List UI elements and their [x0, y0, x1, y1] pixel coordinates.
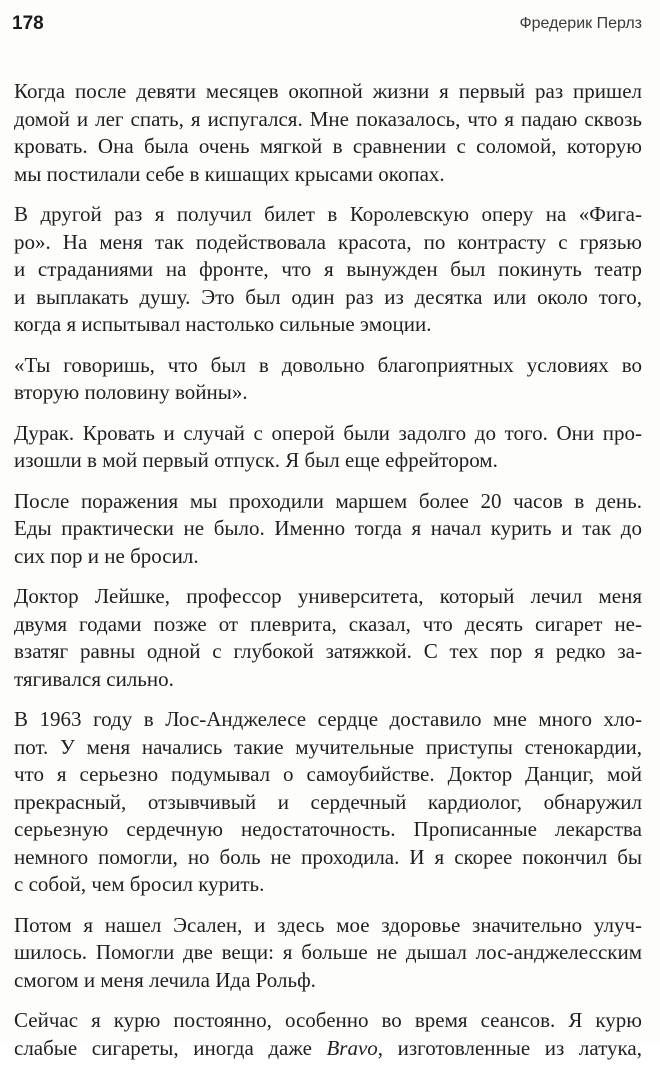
italic-brand-name: Bravo: [326, 1035, 378, 1060]
paragraph-8: [14, 912, 642, 995]
page-number: 178: [12, 13, 44, 34]
text-line: тягивался сильно.: [14, 666, 174, 691]
text-line: кровать. Она была очень мягкой в сравнении с соломой, которую: [14, 134, 642, 158]
paragraph-1: [14, 78, 642, 188]
paragraph-7: [14, 706, 642, 899]
text-line: когда я испытывал настолько сильные эмоции.: [14, 312, 432, 336]
text-line: ро». На меня так подействовала красота, по контрасту с грязью: [14, 229, 642, 254]
text-line: двумя годами позже от плеврита, сказал, что десять сигарет не-: [14, 611, 642, 636]
text-line: «Ты говоришь, что был в довольно благоприятных условиях во: [14, 352, 642, 377]
text-line: прекрасный, отзывчивый и сердечный кардиолог, обнаружил: [14, 789, 642, 814]
text-line: Доктор Лейшке, профессор университета, который лечил меня: [14, 584, 642, 608]
text-line: пот. У меня начались такие мучительные приступы стенокардии,: [14, 734, 642, 759]
text-line: шилось. Помогли две вещи: я больше не дышал лос-анджелесским: [14, 940, 642, 964]
paragraph-9: [14, 1007, 642, 1062]
paragraph-2: [14, 201, 642, 339]
text-line: После поражения мы проходили маршем более 20 часов в день.: [14, 488, 642, 513]
text-line: с собой, чем бросил курить.: [14, 872, 265, 896]
text-line: Дурак. Кровать и случай с оперой были задолго до того. Они про-: [14, 420, 642, 445]
text-line: В 1963 году в Лос-Анджелесе сердце доставило мне много хло-: [14, 707, 642, 731]
text-line: Когда после девяти месяцев окопной жизни я первый раз пришел: [14, 79, 642, 103]
text-line: смогом и меня лечила Ида Рольф.: [14, 967, 316, 992]
text-line: домой и лег спать, я испугался. Мне показалось, что я падаю сквозь: [14, 106, 642, 131]
text-line: взатяг равны одной с глубокой затяжкой. С тех пор я редко за-: [14, 639, 642, 663]
running-head-author: Фредерик Перлз: [519, 15, 642, 32]
paragraph-5: [14, 488, 642, 571]
text-line: мы постилали себе в кишащих крысами окопах.: [14, 161, 445, 186]
text-line: Сейчас я курю постоянно, особенно во время сеансов. Я курю: [14, 1008, 642, 1032]
text-line: В другой раз я получил билет в Королевскую оперу на «Фига-: [14, 202, 642, 226]
text-line: серьезную сердечную недостаточность. Прописанные лекарства: [14, 817, 642, 841]
text-line: и страданиями на фронте, что я вынужден был покинуть театр: [14, 257, 642, 281]
text-line: Еды практически не было. Именно тогда я начал курить и так до: [14, 516, 642, 540]
text-line-with-italic: [14, 1035, 642, 1063]
text-line: и выплакать душу. Это был один раз из десятка или около того,: [14, 284, 642, 309]
page-header: [12, 12, 642, 42]
paragraph-4: [14, 420, 642, 475]
paragraph-3: [14, 352, 642, 407]
paragraph-6: [14, 583, 642, 693]
text-line: немного помогли, но боль не проходила. И я скорее покончил бы: [14, 844, 642, 869]
text-line: вторую половину войны».: [14, 380, 248, 404]
body-text: [14, 78, 642, 1075]
text-run: , изготовленные из латука,: [377, 1035, 642, 1060]
text-line: изошли в мой первый отпуск. Я был еще ефрейтором.: [14, 448, 498, 472]
text-line: Потом я нашел Эсален, и здесь мое здоровье значительно улуч-: [14, 912, 642, 937]
text-run: слабые сигареты, иногда даже: [14, 1035, 327, 1060]
text-line: что я серьезно подумывал о самоубийстве. Доктор Данциг, мой: [14, 762, 642, 786]
text-line: сих пор и не бросил.: [14, 543, 199, 568]
